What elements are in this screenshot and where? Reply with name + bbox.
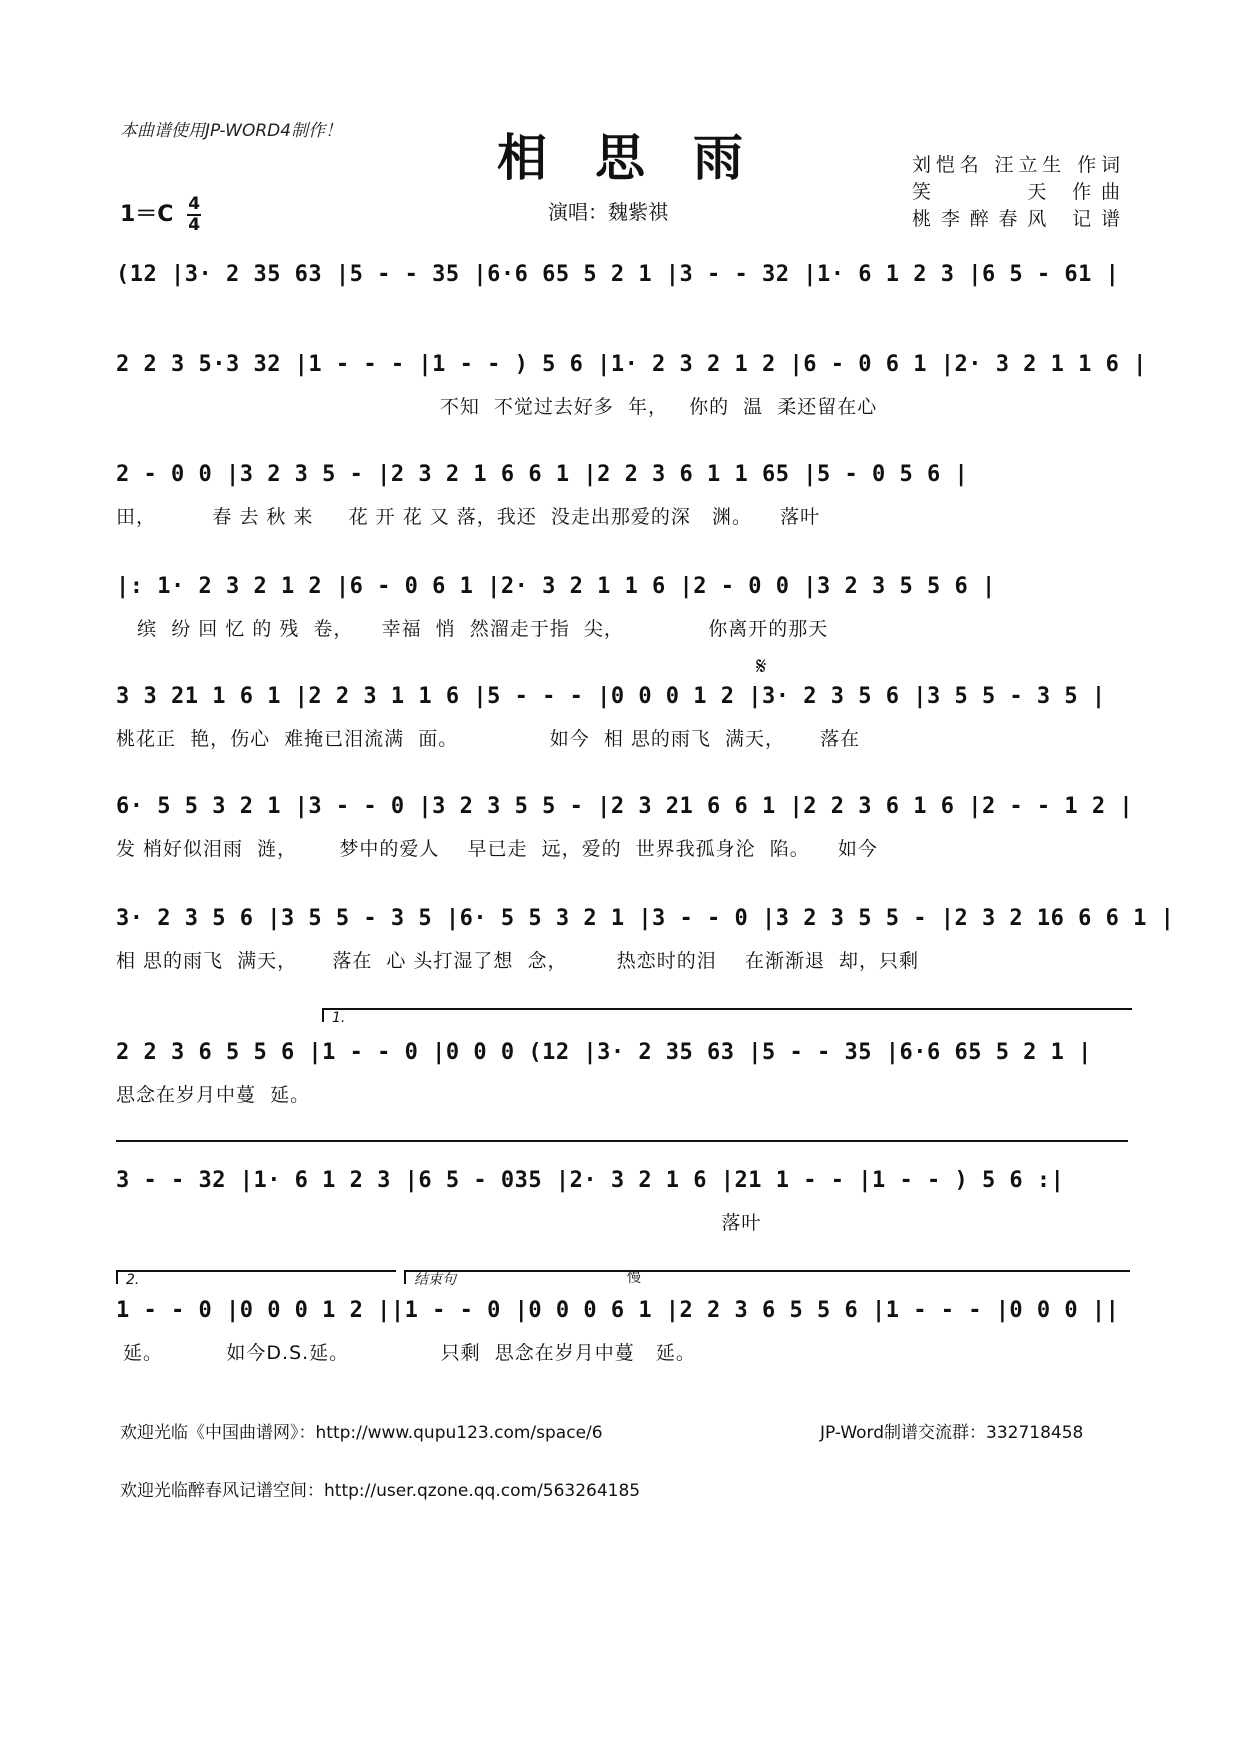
score-line-6: 6· 5 5 3 2 1 |3 - - 0 |3 2 3 5 5 - |2 3 21 6 6 1 |2 2 3 6 1 6 |2 - - 1 2 | [116,794,1134,819]
singer-label: 演唱：魏紫祺 [548,200,668,224]
volta-1-label: 1. [332,1010,346,1026]
score-line-5: 3 3 21 1 6 1 |2 2 3 1 1 6 |5 - - - |0 0 0 1 2 |3· 2 3 5 6 |3 5 5 - 3 5 | [116,684,1106,709]
lyric-line-7: 相 思的雨飞 满天， 落在 心 头打湿了想 念， 热恋时的泪 在渐渐退 却，只剩 [116,950,920,972]
footer-group-info: JP-Word制谱交流群：332718458 [820,1423,1084,1443]
time-sig-bottom: 4 [188,215,201,235]
volta-2-bracket [116,1270,396,1288]
ending-bracket [404,1270,1130,1288]
score-line-10: 1 - - 0 |0 0 0 1 2 ||1 - - 0 |0 0 0 6 1 |2 2 3 6 5 5 6 |1 - - - |0 0 0 || [116,1298,1120,1323]
lyricist-credit: 刘恺名 汪立生 作词 [912,154,1122,176]
score-line-8: 2 2 3 6 5 5 6 |1 - - 0 |0 0 0 (12 |3· 2 35 63 |5 - - 35 |6·6 65 5 2 1 | [116,1040,1092,1065]
score-line-7: 3· 2 3 5 6 |3 5 5 - 3 5 |6· 5 5 3 2 1 |3 - - 0 |3 2 3 5 5 - |2 3 2 16 6 6 1 | [116,906,1175,931]
ending-label: 结束句 [414,1272,456,1288]
score-line-1: (12 |3· 2 35 63 |5 - - 35 |6·6 65 5 2 1 |3 - - 32 |1· 6 1 2 3 |6 5 - 61 | [116,262,1120,287]
made-with-note: 本曲谱使用JP-WORD4制作！ [120,121,343,141]
score-line-3: 2 - 0 0 |3 2 3 5 - |2 3 2 1 6 6 1 |2 2 3 6 1 1 65 |5 - 0 5 6 | [116,462,969,487]
lyric-line-6: 发 梢好似泪雨 涟， 梦中的爱人 早已走 远，爱的 世界我孤身沦 陷。 如今 [116,838,878,860]
lyric-line-9: 落叶 [116,1212,762,1234]
lyric-line-2: 不知 不觉过去好多 年， 你的 温 柔还留在心 [116,396,878,418]
score-line-4: |: 1· 2 3 2 1 2 |6 - 0 6 1 |2· 3 2 1 1 6 |2 - 0 0 |3 2 3 5 5 6 | [116,574,996,599]
score-line-9: 3 - - 32 |1· 6 1 2 3 |6 5 - 035 |2· 3 2 1 6 |21 1 - - |1 - - ) 5 6 :| [116,1168,1065,1193]
key-label: 1＝C [120,202,174,227]
lyric-line-4: 缤 纷 回 忆 的 残 卷， 幸福 悄 然溜走于指 尖， 你离开的那天 [116,618,829,640]
credits [912,152,1122,233]
score-line-2: 2 2 3 5·3 32 |1 - - - |1 - - ) 5 6 |1· 2 3 2 1 2 |6 - 0 6 1 |2· 3 2 1 1 6 | [116,352,1147,377]
lyric-line-10: 延。 如今D.S.延。 只剩 思念在岁月中蔓 延。 [116,1342,696,1364]
song-title: 相思雨 [497,128,791,187]
footer-site-link[interactable]: 欢迎光临《中国曲谱网》：http://www.qupu123.com/space/6 [120,1423,603,1443]
time-sig-top: 4 [188,194,201,214]
slow-tempo-mark: 慢 [627,1270,641,1286]
segno-sign: 𝄋 [756,652,767,680]
time-signature [187,196,201,234]
composer-credit: 笑 天 作曲 [912,181,1122,203]
transcriber-credit: 桃李醉春风 记谱 [912,208,1122,230]
volta-2-label: 2. [126,1272,140,1288]
key-signature [120,196,201,234]
volta-1-bracket [322,1008,1132,1026]
volta-1-continuation [116,1140,1128,1142]
lyric-line-8: 思念在岁月中蔓 延。 [116,1084,311,1106]
lyric-line-5: 桃花正 艳，伤心 难掩已泪流满 面。 如今 相 思的雨飞 满天， 落在 [116,728,861,750]
lyric-line-3: 田， 春 去 秋 来 花 开 花 又 落，我还 没走出那爱的深 渊。 落叶 [116,506,821,528]
footer-space-link[interactable]: 欢迎光临醉春风记谱空间：http://user.qzone.qq.com/563264185 [120,1481,641,1501]
